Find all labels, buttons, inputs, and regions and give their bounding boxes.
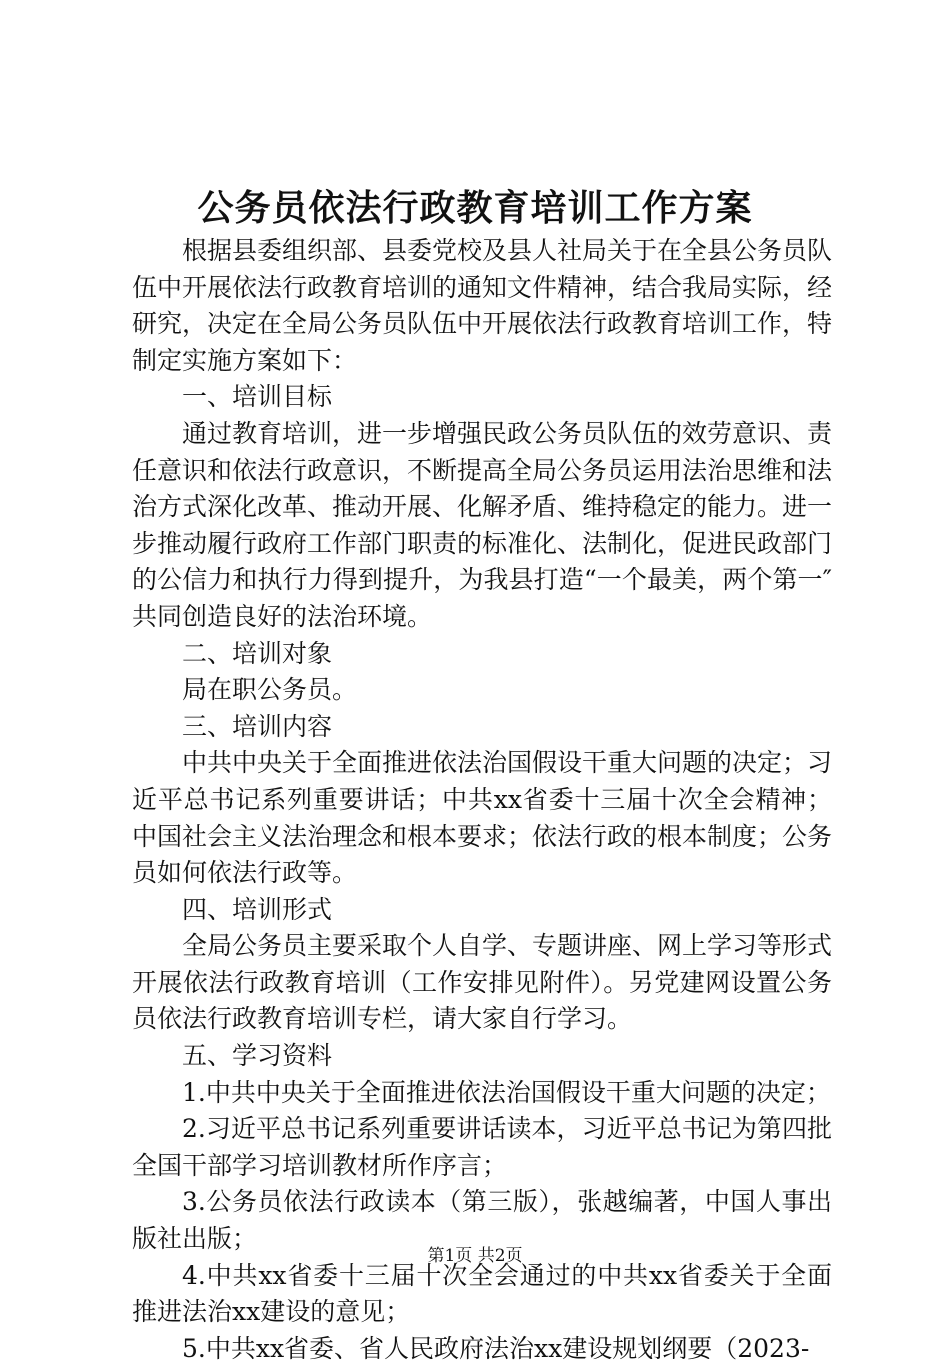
- material-item-3: 3.公务员依法行政读本（第三版），张越编著，中国人事出版社出版；: [132, 1187, 832, 1254]
- page-number-footer: 第1页 共2页: [427, 1246, 523, 1266]
- section-heading-materials: 五、学习资料: [182, 1041, 333, 1071]
- material-item-1: 1.中共中央关于全面推进依法治国假设干重大问题的决定；: [182, 1077, 831, 1107]
- material-item-2: 2.习近平总书记系列重要讲话读本，习近平总书记为第四批全国干部学习培训教材所作序言；: [132, 1114, 832, 1180]
- format-paragraph: 全局公务员主要采取个人自学、专题讲座、网上学习等形式开展依法行政教育培训（工作安排见附件）。另党建网设置公务员依法行政教育培训专栏，请大家自行学习。: [132, 931, 833, 1034]
- material-item-4: 4.中共xx省委十三届十次全会通过的中共xx省委关于全面推进法治xx建设的意见；: [132, 1260, 832, 1327]
- section-heading-goals: 一、培训目标: [182, 382, 333, 412]
- material-item-5: 5.中共xx省委、省人民政府法治xx建设规划纲要（2023-: [182, 1333, 810, 1363]
- intro-paragraph: 根据县委组织部、县委党校及县人社局关于在全县公务员队伍中开展依法行政教育培训的通知文件精神，结合我局实际，经研究，决定在全局公务员队伍中开展依法行政教育培训工作，特制定实施方案如下：: [132, 236, 833, 375]
- section-heading-audience: 二、培训对象: [182, 638, 333, 668]
- audience-paragraph: 局在职公务员。: [182, 675, 358, 705]
- document-title: 公务员依法行政教育培训工作方案: [197, 187, 753, 229]
- goals-paragraph: 通过教育培训，进一步增强民政公务员队伍的效劳意识、责任意识和依法行政意识，不断提高全局公务员运用法治思维和法治方式深化改革、推动开展、化解矛盾、维持稳定的能力。进一步推动履行政府工作部门职责的标准化、法制化，促进民政部门的公信力和执行力得到提升，为我县打造“一个最美，两个第一″共同创造良好的法治环境。: [132, 418, 833, 631]
- content-paragraph: 中共中央关于全面推进依法治国假设干重大问题的决定；习近平总书记系列重要讲话；中共xx省委十三届十次全会精神；中国社会主义法治理念和根本要求；依法行政的根本制度；公务员如何依法行政等。: [132, 748, 833, 888]
- section-heading-format: 四、培训形式: [182, 894, 333, 924]
- section-heading-content: 三、培训内容: [182, 711, 333, 741]
- document-body: [132, 233, 832, 1367]
